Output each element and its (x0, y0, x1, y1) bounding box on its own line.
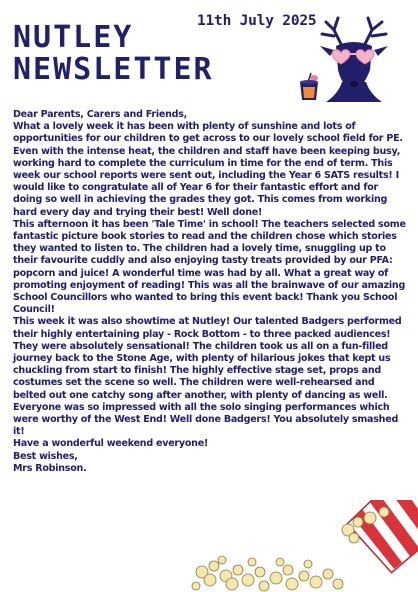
juice-glass-icon (296, 72, 322, 102)
closing-weekend: Have a wonderful weekend everyone! (13, 438, 209, 450)
letter-body (13, 109, 407, 475)
popcorn-box-icon (188, 500, 418, 592)
title-line-2: NEWSLETTER (13, 52, 214, 87)
closing-wishes: Best wishes, (13, 450, 78, 462)
deer-with-heart-glasses-icon (312, 16, 396, 102)
paragraph-sunshine-and-reports: What a lovely week it has been with plenty of sunshine and lots of opportunities for our children to get across to our lovely school field for PE. Even with the intense heat, the children and staff have been keeping busy, working hard to complete the curriculum in time for the end of term. This week our school reports were sent out, including the Year 6 SATS results! I would like to congratulate all of Year 6 for their fantastic effort and for doing so well in achieving the grades they got. This comes from working hard every day and trying their best! Well done! (13, 121, 403, 218)
newsletter-title (13, 22, 214, 86)
paragraph-tale-time: This afternoon it has been 'Tale Time' in school! The teachers selected some fantastic picture book stories to read and the children chose which stories they wanted to listen to. The children had a lovely time, snuggling up to their favourite cuddly and also enjoying tasty treats provided by our PFA: popcorn and juice! A wonderful time was had by all. What a great way of promoting enjoyment of reading! This was all the brainwave of our amazing School Councillors who wanted to bring this event back! Thank you School Council! (13, 218, 406, 316)
title-line-1: NUTLEY (13, 20, 134, 55)
letter-greeting: Dear Parents, Carers and Friends, (13, 109, 188, 120)
signature: Mrs Robinson. (13, 462, 87, 474)
newsletter-date: 11th July 2025 (197, 13, 317, 29)
paragraph-badgers-play: This week it was also showtime at Nutley! Our talented Badgers performed their highly entertaining play - Rock Bottom - to three packed audiences! They were absolutely sensational! The children took us all on a fun-filled journey back to the Stone Age, with plenty of hilarious jokes that kept us chuckling from start to finish! The highly effective stage set, props and costumes set the scene so well. The children were well-rehearsed and belted out one catchy song after another, with plenty of dancing as well. Everyone was so impressed with all the solo singing performances which were worthy of the West End! Well done Badgers! You absolutely smashed it! (13, 316, 402, 438)
